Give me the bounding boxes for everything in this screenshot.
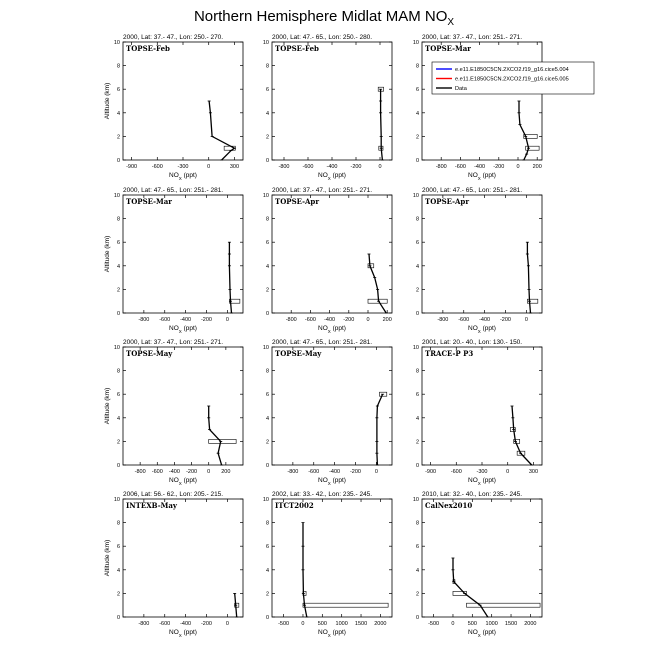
- y-tick-label: 4: [116, 415, 120, 422]
- data-line: [209, 101, 234, 160]
- x-tick-label: -500: [278, 621, 290, 627]
- data-line: [381, 89, 383, 160]
- x-tick-label: -200: [499, 317, 511, 323]
- y-tick-label: 0: [415, 311, 419, 317]
- data-line: [209, 406, 222, 465]
- x-axis-label: $NO_X$ (ppt): [169, 629, 197, 638]
- y-tick-label: 8: [415, 520, 419, 527]
- legend-label: Data: [455, 86, 467, 92]
- panel-4: [104, 187, 243, 334]
- y-tick-label: 6: [265, 544, 269, 551]
- panel-11: [263, 491, 392, 638]
- y-tick-label: 0: [265, 158, 269, 164]
- y-tick-label: 2: [116, 287, 120, 294]
- panel-header: 2001, Lat: 20.- 40., Lon: 130.- 150.: [422, 339, 523, 346]
- data-line: [369, 254, 386, 313]
- panel-1: [104, 34, 243, 181]
- campaign-label: ITCT2002: [275, 501, 314, 510]
- y-tick-label: 4: [265, 415, 269, 422]
- x-tick-label: -400: [180, 621, 192, 627]
- x-tick-label: -200: [350, 164, 362, 170]
- y-tick-label: 4: [116, 263, 120, 270]
- y-tick-label: 6: [415, 544, 419, 551]
- x-axis-label: $NO_X$ (ppt): [468, 477, 496, 486]
- y-tick-label: 8: [265, 520, 269, 527]
- plot-frame: [123, 347, 243, 465]
- x-tick-label: -800: [285, 317, 297, 323]
- x-tick-label: 0: [378, 164, 382, 170]
- x-tick-label: -800: [435, 164, 447, 170]
- y-tick-label: 2: [116, 439, 120, 446]
- x-axis-label: $NO_X$ (ppt): [318, 325, 346, 334]
- plot-frame: [272, 499, 392, 617]
- campaign-label: TOPSE-Mar: [425, 44, 471, 53]
- y-tick-label: 2: [415, 439, 419, 446]
- x-tick-label: 1000: [485, 621, 498, 627]
- y-tick-label: 4: [415, 415, 419, 422]
- y-tick-label: 6: [265, 240, 269, 247]
- x-tick-label: -300: [177, 164, 189, 170]
- campaign-label: TOPSE-May: [126, 349, 173, 358]
- x-axis-label: $NO_X$ (ppt): [468, 629, 496, 638]
- y-tick-label: 8: [415, 63, 419, 70]
- x-axis-label: $NO_X$ (ppt): [468, 172, 496, 181]
- x-tick-label: -600: [304, 317, 316, 323]
- y-tick-label: 10: [113, 497, 120, 503]
- campaign-label: TOPSE-Apr: [425, 197, 470, 206]
- y-tick-label: 10: [113, 345, 120, 351]
- y-tick-label: 2: [265, 287, 269, 294]
- plot-frame: [422, 42, 542, 160]
- data-line: [519, 101, 529, 160]
- x-tick-label: -400: [180, 317, 192, 323]
- x-tick-label: 0: [374, 469, 378, 475]
- y-tick-label: 4: [415, 263, 419, 270]
- x-tick-label: -400: [326, 164, 338, 170]
- x-tick-label: 300: [229, 164, 240, 170]
- y-tick-label: 0: [265, 463, 269, 469]
- campaign-label: TOPSE-Mar: [126, 197, 172, 206]
- campaign-label: TOPSE-Feb: [126, 44, 170, 53]
- y-tick-label: 10: [412, 193, 419, 199]
- y-tick-label: 8: [116, 216, 120, 223]
- x-tick-label: 2000: [374, 621, 387, 627]
- range-box: [303, 603, 388, 607]
- y-tick-label: 2: [265, 439, 269, 446]
- plot-frame: [123, 42, 243, 160]
- x-tick-label: 500: [467, 621, 477, 627]
- x-tick-label: 0: [207, 469, 211, 475]
- plot-frame: [272, 195, 392, 313]
- y-tick-label: 8: [265, 63, 269, 70]
- x-tick-label: -600: [159, 621, 171, 627]
- x-tick-label: -600: [159, 317, 171, 323]
- y-tick-label: 8: [265, 368, 269, 375]
- legend-label: e.e11.E1850C5CN.2XCO2.f19_g16.cice5.005: [455, 76, 569, 83]
- x-tick-label: -200: [493, 164, 505, 170]
- x-tick-label: -600: [454, 164, 466, 170]
- legend: [432, 62, 594, 94]
- x-tick-label: -600: [302, 164, 314, 170]
- panel-5: [263, 187, 392, 334]
- panel-6: [413, 187, 542, 334]
- campaign-label: TOPSE-Feb: [275, 44, 319, 53]
- y-tick-label: 8: [415, 368, 419, 375]
- y-tick-label: 0: [116, 311, 120, 317]
- panel-header: 2006, Lat: 56.- 62., Lon: 205.- 215.: [123, 491, 224, 498]
- panel-header: 2000, Lat: 37.- 47., Lon: 251.- 271.: [123, 339, 224, 346]
- campaign-label: TOPSE-Apr: [275, 197, 320, 206]
- y-tick-label: 10: [113, 40, 120, 46]
- y-tick-label: 0: [116, 615, 120, 621]
- x-tick-label: 200: [532, 164, 542, 170]
- x-tick-label: -600: [151, 164, 163, 170]
- x-tick-label: -200: [186, 469, 198, 475]
- y-tick-label: 6: [116, 392, 120, 399]
- y-tick-label: 6: [415, 87, 419, 94]
- legend-label: e.e11.E1850C5CN.2XCO2.f19_g16.cice5.004: [455, 67, 569, 73]
- panel-header: 2000, Lat: 37.- 47., Lon: 250.- 270.: [123, 34, 224, 41]
- x-tick-label: 0: [516, 164, 520, 170]
- panel-header: 2000, Lat: 47.- 65., Lon: 251.- 281.: [422, 187, 523, 194]
- campaign-label: TRACE-P P3: [425, 349, 474, 358]
- x-tick-label: -500: [428, 621, 440, 627]
- data-line: [527, 242, 530, 313]
- x-tick-label: -600: [151, 469, 163, 475]
- y-tick-label: 4: [415, 110, 419, 117]
- data-line: [377, 394, 383, 465]
- x-tick-label: -800: [138, 621, 150, 627]
- y-tick-label: 10: [412, 345, 419, 351]
- x-tick-label: -800: [278, 164, 290, 170]
- y-axis-label: Altitude (km): [104, 235, 111, 273]
- y-tick-label: 10: [262, 345, 269, 351]
- plot-frame: [123, 195, 243, 313]
- y-tick-label: 10: [113, 193, 120, 199]
- x-tick-label: -600: [308, 469, 320, 475]
- campaign-label: CalNex2010: [425, 501, 473, 510]
- panel-3: [413, 34, 542, 181]
- y-axis-label: Altitude (km): [104, 387, 111, 425]
- x-tick-label: 0: [524, 317, 528, 323]
- x-tick-label: -900: [425, 469, 437, 475]
- x-tick-label: 0: [225, 317, 229, 323]
- x-axis-label: $NO_X$ (ppt): [468, 325, 496, 334]
- x-axis-label: $NO_X$ (ppt): [318, 477, 346, 486]
- y-tick-label: 4: [116, 110, 120, 117]
- y-tick-label: 10: [262, 40, 269, 46]
- y-tick-label: 2: [415, 134, 419, 141]
- x-tick-label: -600: [450, 469, 462, 475]
- x-tick-label: -600: [458, 317, 470, 323]
- plot-frame: [272, 42, 392, 160]
- panel-header: 2000, Lat: 47.- 65., Lon: 251.- 281.: [272, 339, 373, 346]
- x-tick-label: 0: [225, 621, 229, 627]
- x-tick-label: -800: [134, 469, 146, 475]
- x-axis-label: $NO_X$ (ppt): [169, 172, 197, 181]
- y-tick-label: 2: [265, 134, 269, 141]
- x-tick-label: -200: [200, 317, 212, 323]
- y-tick-label: 10: [412, 497, 419, 503]
- x-tick-label: 0: [366, 317, 370, 323]
- y-tick-label: 4: [415, 567, 419, 574]
- range-box: [209, 439, 236, 443]
- plot-frame: [422, 499, 542, 617]
- panel-9: [413, 339, 542, 486]
- x-tick-label: 0: [207, 164, 211, 170]
- y-tick-label: 4: [265, 110, 269, 117]
- plot-frame: [422, 347, 542, 465]
- x-tick-label: 500: [317, 621, 327, 627]
- y-tick-label: 8: [116, 520, 120, 527]
- x-tick-label: 200: [221, 469, 231, 475]
- y-tick-label: 0: [116, 463, 120, 469]
- y-tick-label: 6: [415, 240, 419, 247]
- panel-8: [263, 339, 392, 486]
- y-tick-label: 4: [265, 263, 269, 270]
- y-tick-label: 6: [415, 392, 419, 399]
- plot-frame: [272, 347, 392, 465]
- panel-header: 2000, Lat: 47.- 65., Lon: 250.- 280.: [272, 34, 373, 41]
- x-axis-label: $NO_X$ (ppt): [169, 477, 197, 486]
- x-tick-label: 200: [382, 317, 392, 323]
- y-tick-label: 0: [265, 615, 269, 621]
- x-tick-label: -300: [476, 469, 488, 475]
- panel-7: [104, 339, 243, 486]
- panel-header: 2010, Lat: 32.- 40., Lon: 235.- 245.: [422, 491, 523, 498]
- x-tick-label: 0: [451, 621, 455, 627]
- x-tick-label: 2000: [524, 621, 537, 627]
- panel-12: [413, 491, 542, 638]
- x-tick-label: 0: [301, 621, 305, 627]
- panel-header: 2002, Lat: 33.- 42., Lon: 235.- 245.: [272, 491, 373, 498]
- y-tick-label: 8: [116, 63, 120, 70]
- x-tick-label: -400: [324, 317, 336, 323]
- x-tick-label: 1500: [504, 621, 518, 627]
- y-tick-label: 6: [116, 87, 120, 94]
- x-axis-label: $NO_X$ (ppt): [169, 325, 197, 334]
- campaign-label: TOPSE-May: [275, 349, 322, 358]
- y-tick-label: 0: [415, 463, 419, 469]
- data-line: [512, 406, 532, 465]
- x-tick-label: -200: [200, 621, 212, 627]
- plot-frame: [422, 195, 542, 313]
- panel-10: [104, 491, 243, 638]
- y-tick-label: 6: [265, 87, 269, 94]
- y-axis-label: Altitude (km): [104, 539, 111, 577]
- plot-frame: [123, 499, 243, 617]
- y-tick-label: 0: [116, 158, 120, 164]
- y-tick-label: 2: [116, 591, 120, 598]
- data-line: [453, 558, 488, 617]
- y-axis-label: Altitude (km): [104, 82, 111, 120]
- y-tick-label: 0: [265, 311, 269, 317]
- y-tick-label: 2: [415, 287, 419, 294]
- x-tick-label: -900: [126, 164, 138, 170]
- y-tick-label: 10: [262, 497, 269, 503]
- x-tick-label: -800: [287, 469, 299, 475]
- y-tick-label: 2: [415, 591, 419, 598]
- x-axis-label: $NO_X$ (ppt): [318, 172, 346, 181]
- panel-header: 2000, Lat: 47.- 65., Lon: 251.- 281.: [123, 187, 224, 194]
- x-tick-label: -400: [474, 164, 486, 170]
- x-tick-label: -400: [329, 469, 341, 475]
- y-tick-label: 6: [116, 544, 120, 551]
- y-tick-label: 0: [415, 158, 419, 164]
- x-tick-label: 300: [528, 469, 539, 475]
- panel-header: 2000, Lat: 37.- 47., Lon: 251.- 271.: [272, 187, 373, 194]
- campaign-label: INTEXB-May: [126, 501, 177, 510]
- y-tick-label: 2: [116, 134, 120, 141]
- y-tick-label: 8: [116, 368, 120, 375]
- x-axis-label: $NO_X$ (ppt): [318, 629, 346, 638]
- y-tick-label: 6: [116, 240, 120, 247]
- y-tick-label: 8: [415, 216, 419, 223]
- x-tick-label: 1500: [354, 621, 368, 627]
- panel-2: [263, 34, 392, 181]
- y-tick-label: 10: [412, 40, 419, 46]
- x-tick-label: -200: [349, 469, 361, 475]
- x-tick-label: -400: [168, 469, 180, 475]
- y-tick-label: 8: [265, 216, 269, 223]
- y-tick-label: 6: [265, 392, 269, 399]
- figure-title: Northern Hemisphere Midlat MAM $NO_X$: [193, 8, 455, 28]
- y-tick-label: 0: [415, 615, 419, 621]
- x-tick-label: -800: [138, 317, 150, 323]
- x-tick-label: 1000: [335, 621, 348, 627]
- x-tick-label: -400: [479, 317, 491, 323]
- y-tick-label: 10: [262, 193, 269, 199]
- y-tick-label: 4: [265, 567, 269, 574]
- x-tick-label: -800: [437, 317, 449, 323]
- x-tick-label: 0: [506, 469, 510, 475]
- y-tick-label: 4: [116, 567, 120, 574]
- y-tick-label: 2: [265, 591, 269, 598]
- panel-header: 2000, Lat: 37.- 47., Lon: 251.- 271.: [422, 34, 523, 41]
- x-tick-label: -200: [343, 317, 355, 323]
